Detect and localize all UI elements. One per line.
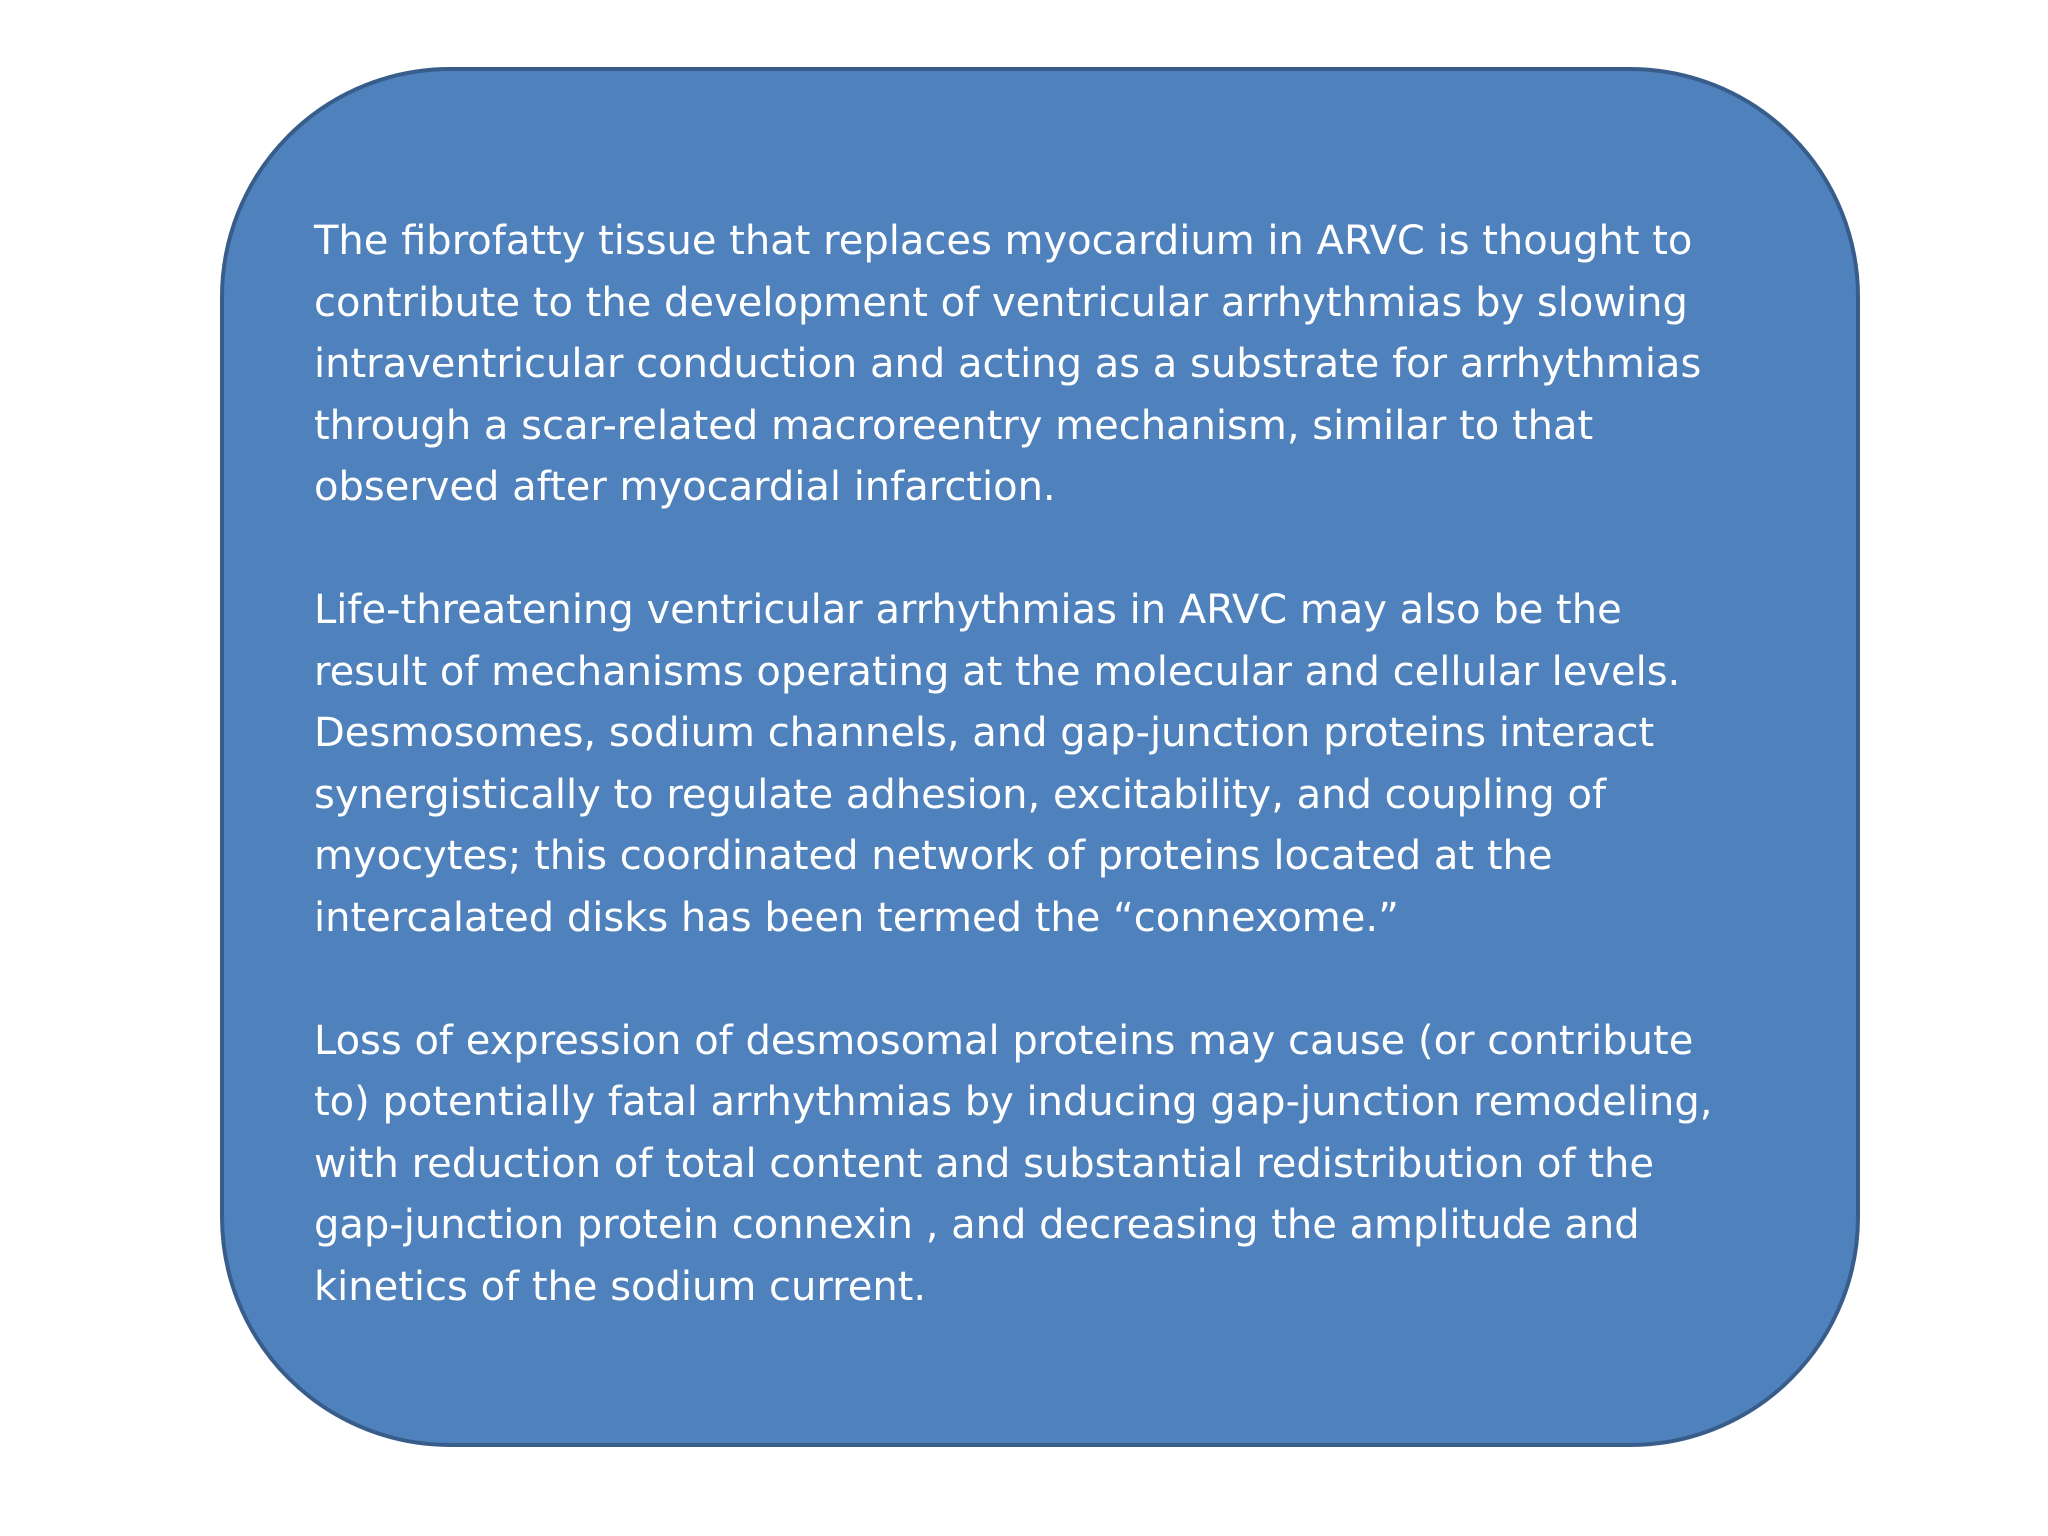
paragraph-fibrofatty-tissue: The fibrofatty tissue that replaces myocardium in ARVC is thought to contribute to the development of ventricular arrhythmias by slowing intraventricular conduction and acting as a substrate for arrhythmias through a scar-related macroreentry mechanism, similar to that observed after myocardial infarction. <box>314 218 1702 510</box>
rounded-text-panel <box>220 67 1860 1447</box>
paragraph-molecular-mechanisms: Life-threatening ventricular arrhythmias in ARVC may also be the result of mechanisms operating at the molecular and cellular levels. Desmosomes, sodium channels, and gap-junction proteins interact synergistically to regulate adhesion, excitability, and coupling of myocytes; this coordinated network of proteins located at the intercalated disks has been termed the “connexome.” <box>314 587 1681 941</box>
paragraph-desmosomal-protein-loss: Loss of expression of desmosomal proteins may cause (or contribute to) potentially fatal arrhythmias by inducing gap-junction remodeling, with reduction of total content and substantial redistribution of the gap-junction protein connexin , and decreasing the amplitude and kinetics of the sodium current. <box>314 1017 1713 1310</box>
text-block <box>314 211 1784 1318</box>
